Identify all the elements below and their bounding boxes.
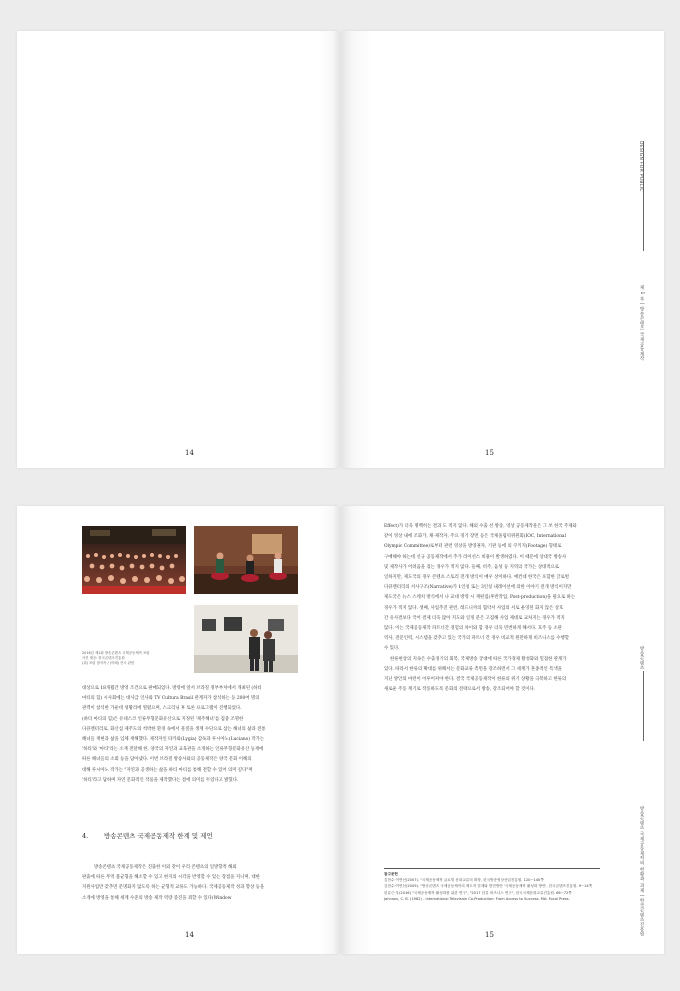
page-number: 15 xyxy=(485,931,494,939)
body-paragraph xyxy=(384,522,600,695)
caption-line: (위) 포럼 참석자 / (아래) 전시 관람 xyxy=(82,661,135,665)
text-line: 해녀들 재현과 삶을 입체 재해했다. 제작자인 타카와(Lygia) 감독과 루시아노(Luciano) 작가는 xyxy=(82,737,265,743)
spread1-left-page xyxy=(17,31,339,468)
text-line: 방송콘텐츠 국제공동제작은 진출한 이외 같이 우리 콘텐츠의 일방향적 해외 xyxy=(94,865,237,870)
text-line: 경우가 적지 않다. 셋째, 사업추진 관련, 레드니까의 협약서 사업의 서로 운영된 화지 않은 상호 xyxy=(384,605,564,611)
text-line: 및 제작사가 어려움을 겪는 경우가 적지 않다. 둘째, 비주, 음성 등 지역의 국가는 상대적으로 xyxy=(384,564,560,570)
text-line: '하티'와 '마티'라는 소재 전달해 한, 양국의 자연과 교육관을 소개하는 인류무형문화유산 등재에 xyxy=(82,747,264,753)
references-rule xyxy=(384,868,600,869)
text-line: 있다. 따라서 한류의 확대를 위해서는 문화교류 측면을 강조하면서 그 세계가 혼종적인 특색을 xyxy=(384,666,562,672)
spread2-left-page xyxy=(17,506,339,954)
text-line: 수 있다. xyxy=(384,646,400,652)
spread1-right-page xyxy=(342,31,664,468)
reference-item: 한류근·우(2016) "국제공동제작 활성화를 위한 연구", "2017 한류 비즈니스 연구", 한국국제문화교류진흥원. 66~72쪽 xyxy=(384,890,572,895)
text-line: 같이 영상 내에 조화가, 채·제작자, 주요 경기 장면 등은 국제올림픽위원회(IOC, International xyxy=(384,534,566,540)
text-line: 관객이 참석한 가운데 성황리에 열렸으며, 스크리닝 후 토론 프로그램이 진행되었다. xyxy=(82,706,242,712)
text-line: Effect)가 더욱 명백히는 결과 도 적지 않다. 해외 수출 선 방송, 영상 공동제작물은 그 쏘 한국 주제와 xyxy=(384,524,577,529)
text-line: Olympic Committee)로부터 관련 영상을 방영권자, 기관 등에 의 쿠키지(Footage) 형태로 xyxy=(384,544,562,550)
caption-line: 사진 제공: 한국콘텐츠진흥원 xyxy=(82,656,125,660)
audience-photo xyxy=(82,526,186,594)
references-title: 참고문헌 xyxy=(384,872,398,876)
section-number: 4. xyxy=(82,832,89,840)
text-line: 역사, 전문인력, 시스템을 갖추고 있는 국가의 파트너 간 경우 비교적 원만하게 비즈니스를 수행할 xyxy=(384,636,569,642)
runhead-top: 방송콘텐츠 xyxy=(639,646,644,670)
text-line: '하티'라고 답하며 자연 문화적인 작품을 제작했다는 점에 의미를 두었다고 밝혔다. xyxy=(82,777,239,783)
body-paragraph xyxy=(82,863,298,904)
text-line: 간 유사결보다 국어 결제 더욱 많아 지도와 일정 분은 고집해 사업 제대로 교차지는 경우가 적지 xyxy=(384,615,565,621)
text-line: 다큐멘터리의 서사구조(Narrative)가 1인칭 또는 3인칭 내레이션에 의한 이야기 전개 방식이지만 xyxy=(384,585,572,591)
text-line: (하티 마티의 힘)은 유네스코 인류무형문화유산으로 지정된 '제주해녀'를 집중 조명한 xyxy=(82,716,244,722)
text-line: 소개에 방영을 통해 세계 수준의 방송 제작 역량 증진을 꾀할 수 있다(Window xyxy=(82,895,232,901)
page-number: 15 xyxy=(485,449,494,457)
text-line: 구매해야 하는데 신규 공동제작에서 추가 라이선스 비용이 발생하였다. 이 때문에 상대국 방송사 xyxy=(384,554,567,560)
runhead-rule xyxy=(643,141,644,251)
runhead-bottom: 방송콘텐츠 국제공동제작의 현황과 과제 | 한국콘텐츠진흥원 xyxy=(639,806,644,937)
page-number: 14 xyxy=(185,931,194,939)
text-line: 대상으로 18개월간 방영 조건으로 판매되었다. 방영에 앞서 브라질 정부부처에서 개최된 (하티 xyxy=(82,686,262,691)
references xyxy=(384,871,600,902)
reference-item: Johnson, C. B. (1982) - International Television Co-Production: From Access to Success. MA: Focal Press. xyxy=(384,896,570,901)
text-line: 대해 루시아노 작가는 "자연과 공생하는 삶을 하티 마티를 통해 전할 수 있어 의미 깊다"며 xyxy=(82,767,253,773)
reference-item: 김찬수·이연선(2007). "국제공동제작 글로벌 문화교류의 확장, 한국방송영상산업진흥원. 120~140쪽 xyxy=(384,878,544,883)
section-title: 방송콘텐츠 국제공동제작 한계 및 제언 xyxy=(104,832,213,840)
body-paragraph xyxy=(82,684,298,786)
caption-line: 2016년 제1회 방송콘텐츠 국제공동제작 포럼 xyxy=(82,651,150,655)
text-line: 않다. 이는 국제공동제작 파트너간 경험의 차이와 함 경우 더욱 빈번하게 해서다. 호주 등 소관 xyxy=(384,626,562,632)
text-line: 일하지만, 제도국의 경우 콘텐츠 스토리 전개 방식이 매우 상이하다. 예컨대 한국은 포함한 글로벌 xyxy=(384,575,569,581)
text-line: 지원사업만 갖추면 문명화지 않도록 하는 균형적 교류도 가능하다. 국제공동제작 성과 향상 등을 xyxy=(82,885,265,891)
runhead-rule xyxy=(643,671,644,741)
text-line: 다큐멘터리로, 화산섬 제주도의 척박한 환경 속에서 물질을 생계 수단으로 삼는 해녀의 삶과 전통 xyxy=(82,726,266,732)
text-line: 따른 해녀들의 소회 등을 담아냈다. 이번 브라질 방송사와의 공동제작은 양국 문화 이해의 xyxy=(82,757,252,763)
text-line: 제도국은 뉴스 스케치 방식에서 나 교대 방영 시 재편집(후반작업, Post-production)을 필요로 하는 xyxy=(384,595,576,601)
reference-item: 김찬수·이연선(2009). "방송콘텐츠 국제공동제작의 제도적 한계와 발전방안 '국제공동제작 활성화 방안', 한국콘텐츠진흥원. 9~14쪽 xyxy=(384,884,593,889)
runhead-bottom: 제 1 부 | 방송콘텐츠 국제공동제작 xyxy=(639,285,644,362)
text-line: 한류현상의 지속은 수출경기의 회복, 국제방송 궁대에 따른 국가경제 활성화와 밀접한 관계가 xyxy=(390,656,567,662)
stage-panel-photo xyxy=(194,526,298,594)
page-number: 14 xyxy=(185,449,194,457)
spread2-right-page xyxy=(342,506,664,954)
text-line: 마티의 힘) 시사회에는 대사급 인사와 TV Cultura Brasil 관계자가 참석하는 등 200여 명의 xyxy=(82,696,260,702)
section-heading xyxy=(82,831,213,840)
gallery-photo xyxy=(194,605,298,673)
runhead-top: DESIGN FOR PUBLIC xyxy=(638,141,643,192)
text-line: 새로운 주동 계기로 작동하도록 문화의 전략으로서 방송, 강조되어야 할 것이다. xyxy=(384,687,536,693)
photo-caption xyxy=(82,651,150,666)
text-line: 지닌 방안의 마련이 이루어져야 한다. 결국 국제공동제작이 한류의 위기 상황을 극복하고 한류의 xyxy=(384,677,567,683)
text-line: 판출에 따른 무역 불균형을 해소할 수 있고 현지의 시각을 반영할 수 있는 장점을 지니며, 대한 xyxy=(82,875,260,881)
